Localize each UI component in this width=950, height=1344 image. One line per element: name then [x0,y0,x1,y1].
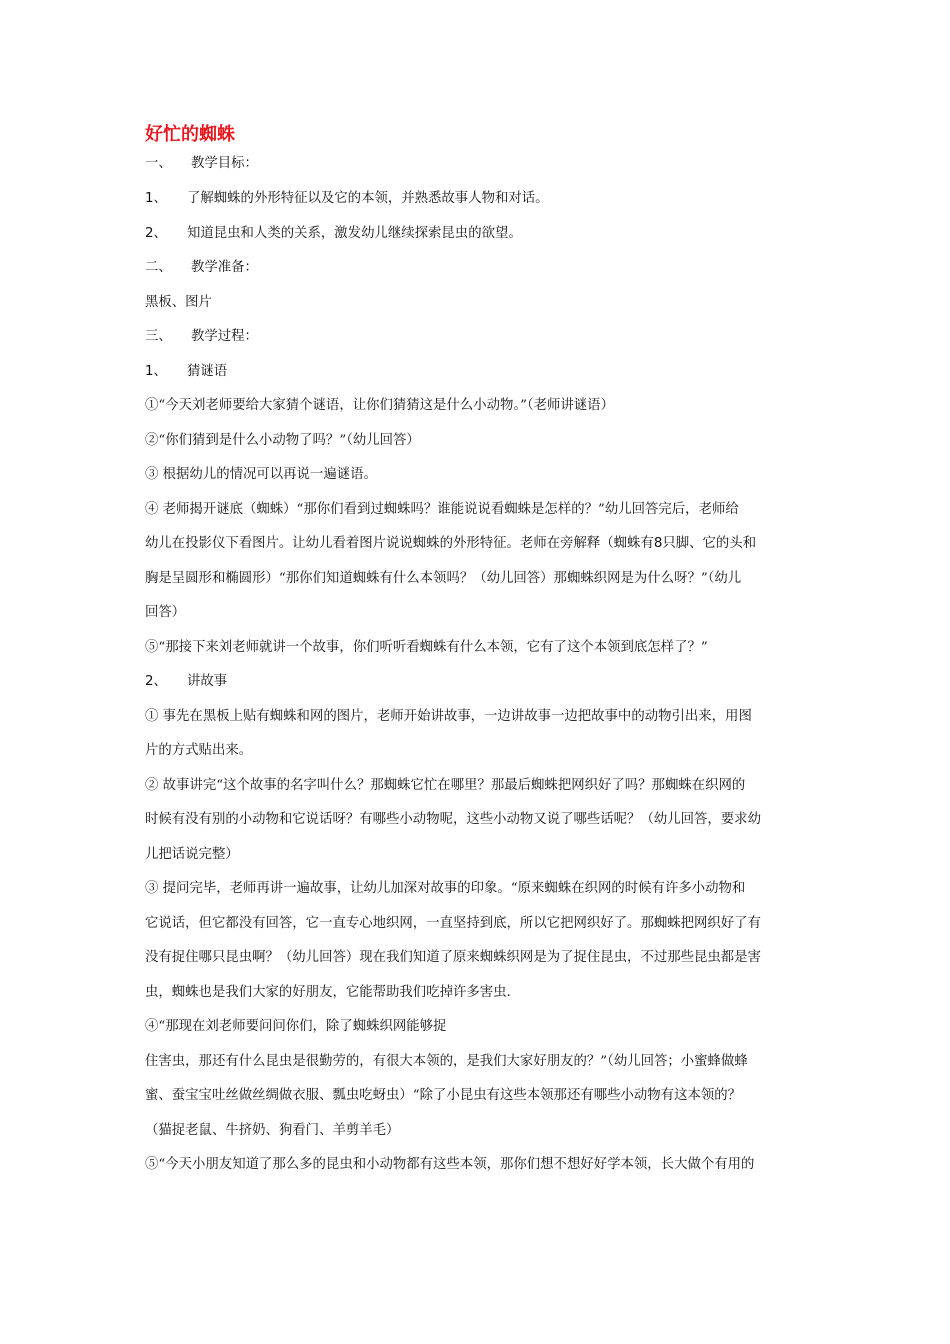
section-goals-heading [145,152,810,176]
goal-item-1 [145,182,810,217]
text-line: 回答） [145,605,186,620]
step1-paragraph-5: ⑤“那接下来刘老师就讲一个故事，你们听听看蜘蛛有什么本领，它有了这个本领到底怎样了？” [145,639,708,655]
step2-paragraph-1 [145,700,810,769]
number-fragment: 8 [653,536,663,551]
text-line: ② 故事讲完“这个故事的名字叫什么？那蜘蛛它忙在哪里？那最后蜘蛛把网织好了吗？那蜘蛛在织网的 [145,777,746,793]
step1-paragraph-4 [145,493,810,631]
text-line: 它说话，但它都没有回答，它一直专心地织网，一直坚持到底，所以它把网织好了。那蜘蛛把网织好了有 [145,915,761,931]
section-label: 教学准备： [191,260,258,275]
text-line: 没有捉住哪只昆虫啊？（幼儿回答）现在我们知道了原来蜘蛛织网是为了捉住昆虫，不过那些昆虫都是害 [145,950,761,965]
prep-text: 黑板、图片 [145,294,212,310]
text-line: 胸是呈圆形和椭圆形）“那你们知道蜘蛛有什么本领吗？（幼儿回答）那蜘蛛织网是为什么呀？”（幼儿 [145,570,742,586]
text-line: ④ 老师揭开谜底（蜘蛛）“那你们看到过蜘蛛吗？谁能说说看蜘蛛是怎样的？”幼儿回答完后，老师给 [145,501,739,517]
section-prep-heading [145,251,810,286]
list-text: 了解蜘蛛的外形特征以及它的本领，并熟悉故事人物和对话。 [187,191,549,206]
section-label: 教学过程： [191,329,258,344]
list-number: 2、 [145,225,167,241]
text-line: 儿把话说完整） [145,846,239,862]
text-line: 虫，蜘蛛也是我们大家的好朋友，它能帮助我们吃掉许多害虫. [145,984,511,1000]
text-line: 住害虫，那还有什么昆虫是很勤劳的，有很大本领的，是我们大家好朋友的？”（幼儿回答；小蜜蜂做蜂 [145,1053,748,1069]
step1-paragraph-1: ①“今天刘老师要给大家猜个谜语，让你们猜猜这是什么小动物。”（老师讲谜语） [145,398,614,413]
list-number: 1、 [145,191,167,206]
text-line: （猫捉老鼠、牛挤奶、狗看门、羊剪羊毛） [145,1122,400,1138]
text-fragment: 幼儿在投影仪下看图片。让幼儿看着图片说说蜘蛛的外形特征。老师在旁解释（蜘蛛有 [145,536,654,551]
section-label: 教学目标： [191,156,258,171]
text-line [145,527,810,562]
goal-item-2 [145,217,810,252]
text-line: ① 事先在黑板上贴有蜘蛛和网的图片，老师开始讲故事，一边讲故事一边把故事中的动物引出来，用图 [145,708,752,724]
step2-paragraph-4 [145,1010,810,1148]
step2-paragraph-2 [145,769,810,873]
step-2-heading [145,665,810,700]
text-line: ③ 提问完毕，老师再讲一遍故事，让幼儿加深对故事的印象。“原来蜘蛛在织网的时候有许多小动物和 [145,881,746,896]
step2-paragraph-5: ⑤“今天小朋友知道了那么多的昆虫和小动物都有这些本领，那你们想不想好好学本领，长大做个有用的 [145,1157,755,1172]
list-text: 知道昆虫和人类的关系，激发幼儿继续探索昆虫的欲望。 [187,225,522,241]
list-text: 猜谜语 [187,363,228,379]
text-line: 蜜、蚕宝宝吐丝做丝绸做衣服、瓢虫吃蚜虫）“除了小昆虫有这些本领那还有哪些小动物有这本领的？ [145,1088,742,1103]
document-title: 好忙的蜘蛛 [145,124,235,145]
section-number: 一、 [145,156,172,171]
step2-paragraph-3 [145,872,810,1010]
step-1-heading [145,355,810,390]
text-fragment: 只脚、它的头和 [662,536,757,551]
section-number: 二、 [145,260,172,275]
list-text: 讲故事 [187,674,228,689]
step1-paragraph-2: ②“你们猜到是什么小动物了吗？”（幼儿回答） [145,432,420,448]
text-line: 时候有没有别的小动物和它说话呀？有哪些小动物呢，这些小动物又说了哪些话呢？（幼儿回答，要求幼 [145,812,761,827]
document-page [145,122,810,1183]
section-number: 三、 [145,329,172,344]
list-number: 2、 [145,674,167,689]
text-line: 片的方式贴出来。 [145,743,253,758]
section-process-heading [145,320,810,355]
step1-paragraph-3: ③ 根据幼儿的情况可以再说一遍谜语。 [145,467,377,482]
list-number: 1、 [145,363,167,379]
text-line: ④“那现在刘老师要问问你们，除了蜘蛛织网能够捉 [145,1019,447,1034]
